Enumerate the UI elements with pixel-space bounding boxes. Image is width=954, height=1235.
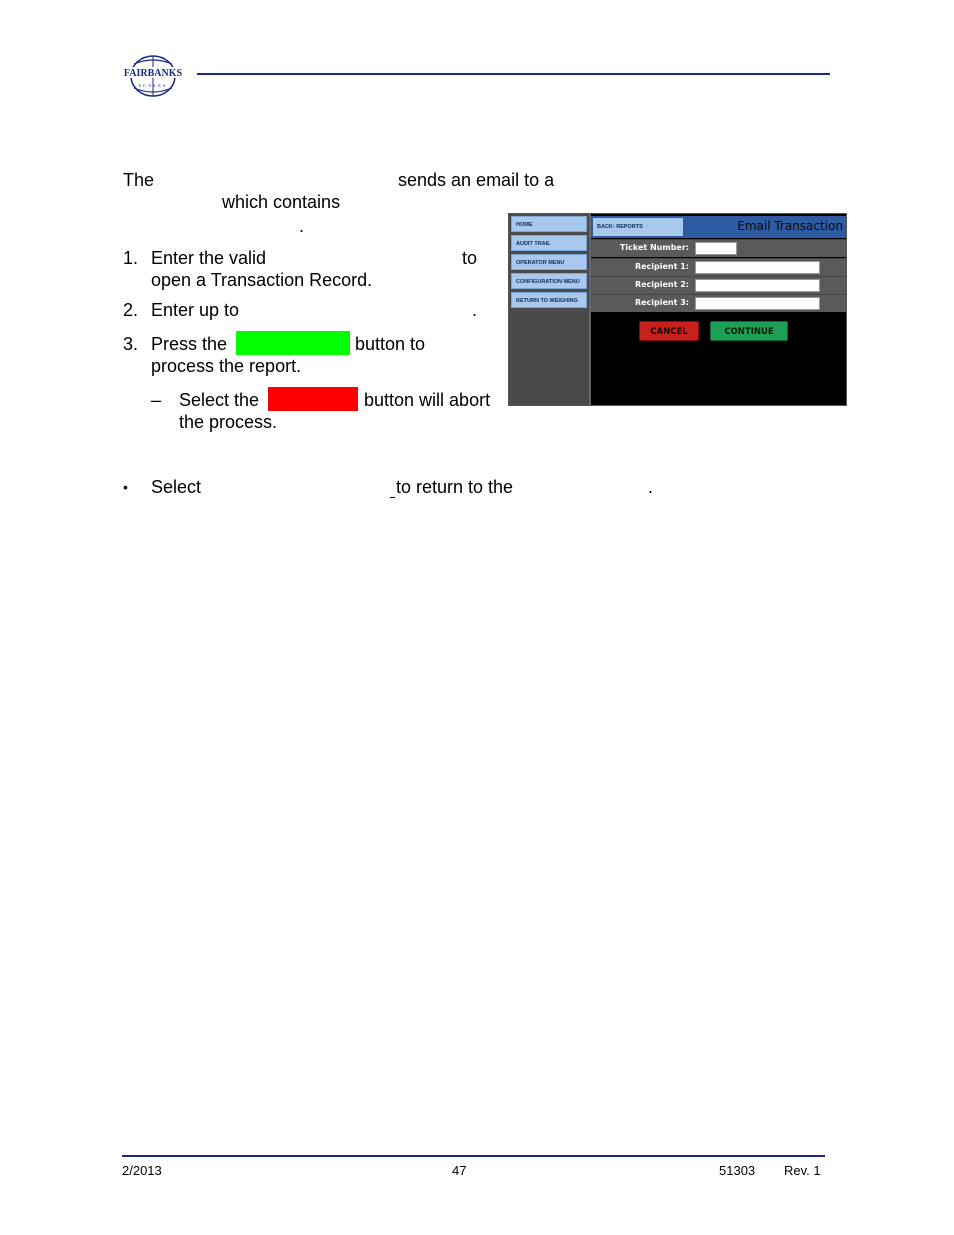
- ui-sidebar: [509, 214, 589, 405]
- recipient-2-input[interactable]: [695, 279, 820, 292]
- footer-doc-number: 51303: [719, 1163, 756, 1178]
- step-2-text-b: .: [472, 300, 478, 320]
- recipient-3-row: [591, 294, 846, 312]
- recipient-1-label: Recipient 1:: [634, 262, 689, 271]
- step-2-text-a: Enter up to: [151, 300, 240, 320]
- bullet-text-c: .: [648, 477, 654, 497]
- sub-step-text-a: Select the: [179, 390, 260, 410]
- step-1-text-c: open a Transaction Record.: [151, 270, 373, 290]
- cancel-highlight: [268, 387, 358, 411]
- recipient-3-label: Recipient 3:: [634, 298, 689, 307]
- bullet-underline: [390, 497, 395, 498]
- nav-return-to-weighing-button[interactable]: RETURN TO WEIGHING: [511, 292, 587, 308]
- logo-wordmark: FAIRBANKS: [123, 68, 183, 79]
- step-1-number: 1.: [123, 248, 139, 268]
- sub-step-text-c: the process.: [179, 412, 278, 432]
- intro-line1-a: The: [123, 170, 155, 190]
- step-1-text-a: Enter the valid: [151, 248, 267, 268]
- footer-page-number: 47: [452, 1163, 467, 1178]
- recipient-3-input[interactable]: [695, 297, 820, 310]
- logo-subword: SCALES: [138, 83, 168, 88]
- ticket-number-label: Ticket Number:: [619, 243, 689, 252]
- step-1-text-b: to: [462, 248, 478, 268]
- ticket-number-row: [591, 239, 846, 257]
- footer-rule: [122, 1155, 825, 1157]
- ui-screen-title: Email Transaction: [737, 219, 843, 233]
- sub-step-text-b: button will abort: [364, 390, 491, 410]
- intro-line1-b: sends an email to a: [398, 170, 555, 190]
- step-3-text-b: button to: [355, 334, 426, 354]
- step-2-number: 2.: [123, 300, 139, 320]
- nav-audit-trail-button[interactable]: AUDIT TRAIL: [511, 235, 587, 251]
- email-transaction-screenshot: [508, 213, 847, 406]
- step-3-number: 3.: [123, 334, 139, 354]
- recipient-1-row: [591, 258, 846, 276]
- ui-main-panel: [589, 214, 846, 405]
- recipient-2-label: Recipient 2:: [634, 280, 689, 289]
- step-3-text-c: process the report.: [151, 356, 302, 376]
- fairbanks-logo: [122, 54, 184, 98]
- header-rule: [197, 73, 830, 75]
- bullet-text-b: to return to the: [396, 477, 514, 497]
- sub-step-dash: –: [151, 390, 162, 410]
- continue-button[interactable]: CONTINUE: [710, 321, 788, 341]
- recipient-1-input[interactable]: [695, 261, 820, 274]
- ticket-number-input[interactable]: [695, 242, 737, 255]
- ui-header-bar: [591, 216, 846, 238]
- intro-line3: .: [299, 216, 305, 236]
- bullet-mark: •: [123, 479, 128, 495]
- continue-highlight: [236, 331, 350, 355]
- recipient-2-row: [591, 276, 846, 294]
- nav-home-button[interactable]: HOME: [511, 216, 587, 232]
- cancel-button[interactable]: CANCEL: [639, 321, 699, 341]
- nav-operator-menu-button[interactable]: OPERATOR MENU: [511, 254, 587, 270]
- back-reports-button[interactable]: BACK: REPORTS: [593, 218, 683, 236]
- step-3-text-a: Press the: [151, 334, 228, 354]
- nav-configuration-menu-button[interactable]: CONFIGURATION MENU: [511, 273, 587, 289]
- footer-revision: Rev. 1: [784, 1163, 821, 1178]
- bullet-text-a: Select: [151, 477, 202, 497]
- footer-date: 2/2013: [122, 1163, 162, 1178]
- intro-line2: which contains: [222, 192, 341, 212]
